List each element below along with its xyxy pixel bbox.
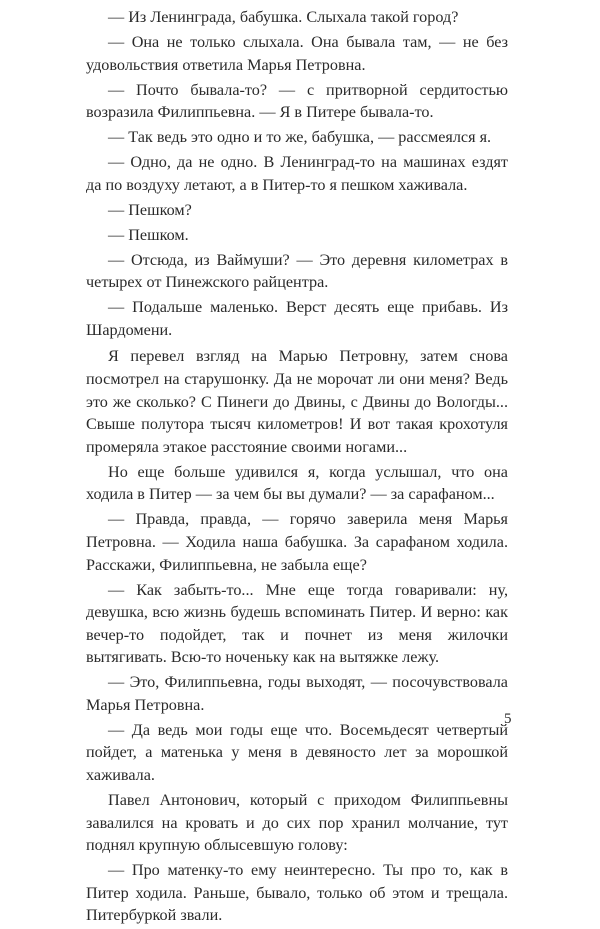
paragraph: — Как забыть-то... Мне еще тогда говаривали: ну, девушка, всю жизнь будешь вспоминать Питер. И верно: как вечер-то подойдет, так и почнет из меня жилочки вытягивать. Всю-то ноченьку как на вытяжке лежу. <box>86 580 508 667</box>
paragraph: — Почто бывала-то? — с притворной сердитостью возразила Филиппьевна. — Я в Питере бывала-то. <box>86 80 508 122</box>
paragraph: — Отсюда, из Ваймуши? — Это деревня километрах в четырех от Пинежского райцентра. <box>86 250 508 292</box>
paragraph: — Правда, правда, — горячо заверила меня Марья Петровна. — Ходила наша бабушка. За сарафаном ходила. Расскажи, Филиппьевна, не забыла еще? <box>86 510 508 574</box>
text-block <box>86 6 508 929</box>
paragraph: — Из Ленинграда, бабушка. Слыхала такой город? <box>108 8 459 26</box>
paragraph: Павел Антонович, который с приходом Филиппьевны завалился на кровать и до сих пор хранил молчание, тут поднял крупную облысевшую голову: <box>86 791 508 855</box>
paragraph: — Пешком? <box>108 200 192 219</box>
paragraph: — Так ведь это одно и то же, бабушка, — рассмеялся я. <box>108 128 492 147</box>
paragraph: — Подальше маленько. Верст десять еще прибавь. Из Шардомени. <box>86 298 508 339</box>
paragraph: — Про матенку-то ему неинтересно. Ты про то, как в Питер ходила. Раньше, бывало, только об этом и трещала. Питербуркой звали. <box>86 861 508 925</box>
paragraph: — Одно, да не одно. В Ленинград-то на машинах ездят да по воздуху летают, а в Питер-то я пешком хаживала. <box>86 153 508 194</box>
paragraph: Но еще больше удивился я, когда услышал, что она ходила в Питер — за чем бы вы думали? — за сарафаном... <box>86 462 508 504</box>
paragraph: Я перевел взгляд на Марью Петровну, затем снова посмотрел на старушонку. Да не морочат ли они меня? Ведь это же сколько? С Пинеги до Двины, с Двины до Вологды... Свыше полутора тысяч километров! И вот такая крохотуля промеряла этакое расстояние своими ногами... <box>86 347 508 456</box>
paragraph: — Пешком. <box>108 225 189 244</box>
paragraph: — Она не только слыхала. Она бывала там, — не без удовольствия ответила Марья Петровна. <box>86 32 508 74</box>
paragraph: — Да ведь мои годы еще что. Восемьдесят четвертый пойдет, а матенька у меня в девяносто лет за морошкой хаживала. <box>86 720 508 785</box>
paragraph: — Это, Филиппьевна, годы выходят, — посочувствовала Марья Петровна. <box>86 673 508 714</box>
page-number: 5 <box>504 711 512 727</box>
